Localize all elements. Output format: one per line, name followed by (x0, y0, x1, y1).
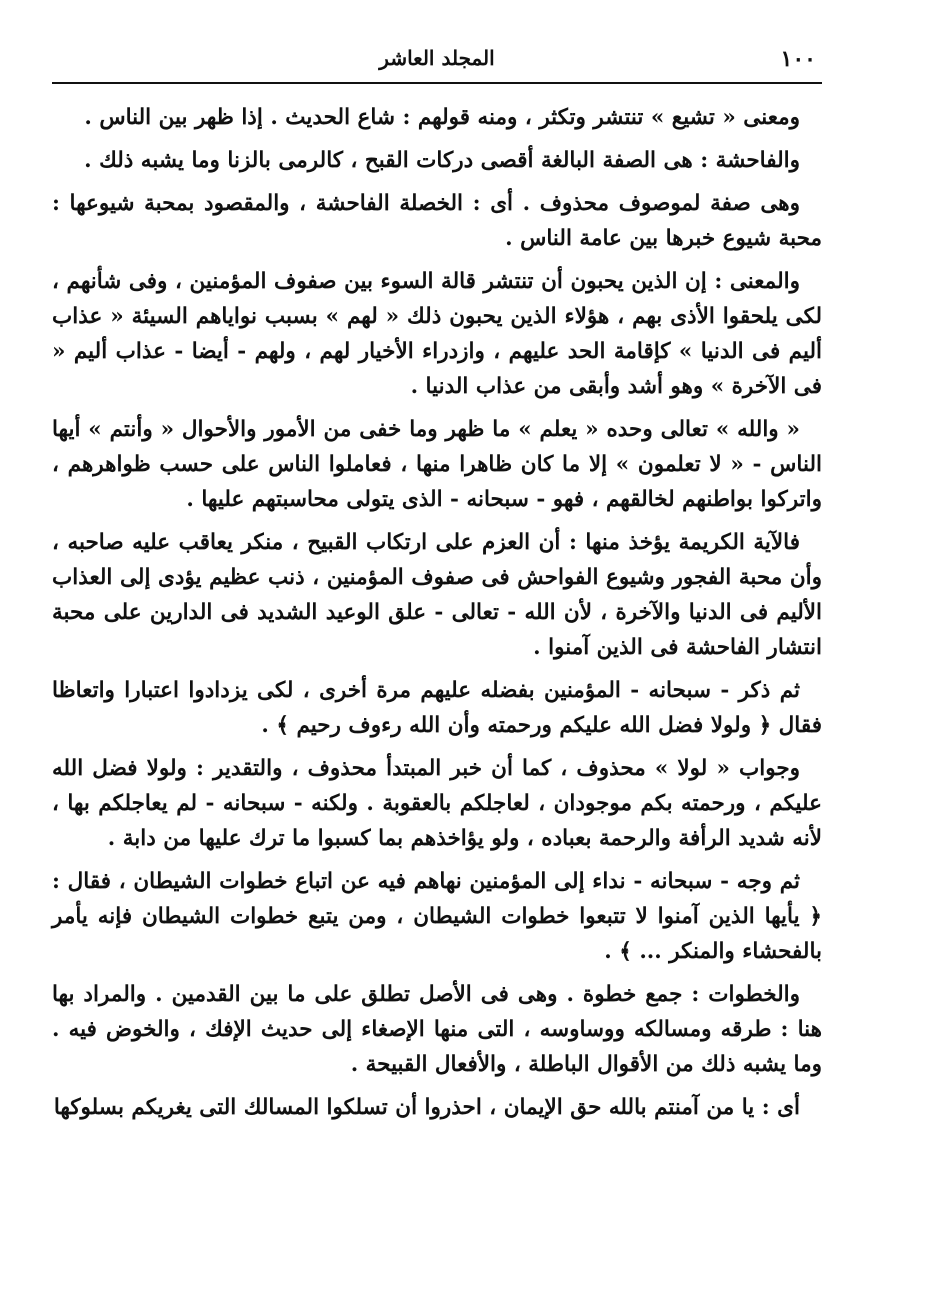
paragraph: أى : يا من آمنتم بالله حق الإيمان ، احذروا أن تسلكوا المسالك التى يغريكم بسلوكها (53, 1095, 800, 1120)
paragraph: والمعنى : إن الذين يحبون أن تنتشر قالة السوء بين صفوف المؤمنين ، وفى شأنهم ، لكى يلحقوا الأذى بهم ، هؤلاء الذين يحبون ذلك « لهم » بسبب نواياهم السيئة « عذاب أليم فى الدنيا » كإقامة الحد عليهم ، وازدراء الأخيار لهم ، ولهم - أيضا - عذاب أليم « فى الآخرة » وهو أشد وأبقى من عذاب الدنيا . (52, 269, 822, 399)
book-page (52, 38, 822, 1133)
paragraph: ثم ذكر - سبحانه - المؤمنين بفضله عليهم مرة أخرى ، لكى يزدادوا اعتبارا واتعاظا فقال ﴿ ولولا فضل الله عليكم ورحمته وأن الله رءوف رحيم ﴾ . (52, 678, 822, 738)
page-number: ١٠٠ (780, 46, 816, 72)
paragraph: ومعنى « تشيع » تنتشر وتكثر ، ومنه قولهم : شاع الحديث . إذا ظهر بين الناس . (84, 105, 800, 130)
paragraph: والفاحشة : هى الصفة البالغة أقصى دركات القبح ، كالرمى بالزنا وما يشبه ذلك . (84, 148, 800, 173)
body-text (52, 100, 822, 1125)
paragraph: فالآية الكريمة يؤخذ منها : أن العزم على ارتكاب القبيح ، منكر يعاقب عليه صاحبه ، وأن محبة الفجور وشيوع الفواحش فى صفوف المؤمنين ، ذنب عظيم يؤدى إلى العذاب الأليم فى الدنيا والآخرة ، لأن الله - تعالى - علق الوعيد الشديد فى الدارين على محبة انتشار الفاحشة فى الذين آمنوا . (52, 530, 822, 660)
page-header (52, 38, 822, 84)
paragraph: والخطوات : جمع خطوة . وهى فى الأصل تطلق على ما بين القدمين . والمراد بها هنا : طرقه ومسالكه ووساوسه ، التى منها الإصغاء إلى حديث الإفك ، والخوض فيه . وما يشبه ذلك من الأقوال الباطلة ، والأفعال القبيحة . (52, 982, 822, 1077)
paragraph: وجواب « لولا » محذوف ، كما أن خبر المبتدأ محذوف ، والتقدير : ولولا فضل الله عليكم ، ورحمته بكم موجودان ، لعاجلكم بالعقوبة . ولكنه - سبحانه - لم يعاجلكم بها ، لأنه شديد الرأفة والرحمة بعباده ، ولو يؤاخذهم بما كسبوا ما ترك عليها من دابة . (52, 756, 822, 851)
paragraph: ثم وجه - سبحانه - نداء إلى المؤمنين نهاهم فيه عن اتباع خطوات الشيطان ، فقال : ﴿ يأيها الذين آمنوا لا تتبعوا خطوات الشيطان ، ومن يتبع خطوات الشيطان فإنه يأمر بالفحشاء والمنكر ... ﴾ . (52, 869, 822, 964)
running-title: المجلد العاشر (379, 46, 495, 70)
paragraph: وهى صفة لموصوف محذوف . أى : الخصلة الفاحشة ، والمقصود بمحبة شيوعها : محبة شيوع خبرها بين عامة الناس . (52, 191, 822, 251)
paragraph: « والله » تعالى وحده « يعلم » ما ظهر وما خفى من الأمور والأحوال « وأنتم » أيها الناس - « لا تعلمون » إلا ما كان ظاهرا منها ، فعاملوا الناس على حسب ظواهرهم ، واتركوا بواطنهم لخالقهم ، فهو - سبحانه - الذى يتولى محاسبتهم عليها . (52, 417, 822, 512)
